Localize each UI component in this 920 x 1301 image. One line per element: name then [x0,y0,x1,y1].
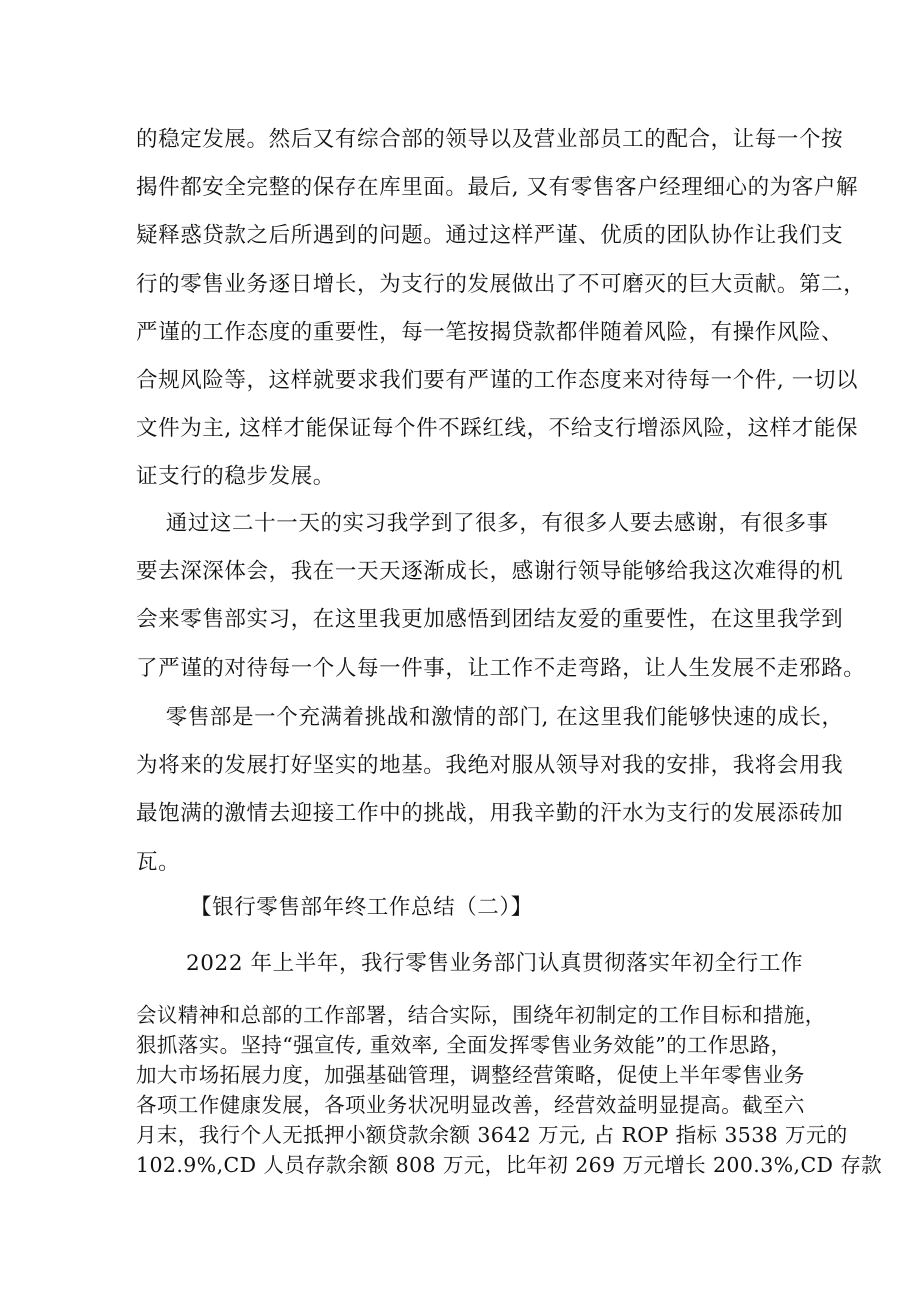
text-line: 的稳定发展。然后又有综合部的领导以及营业部员工的配合，让每一个按 [136,127,844,152]
text-line: 严谨的工作态度的重要性，每一笔按揭贷款都伴随着风险，有操作风险、 [136,319,844,345]
paragraph-retail-department [136,694,844,887]
text-line: 文件为主, 这样才能保证每个件不踩红线，不给支行增添风险，这样才能保 [136,416,859,442]
text-line: 要去深深体会，我在一天天逐渐成长，感谢行领导能够给我这次难得的机 [136,559,844,585]
text-line: 狠抓落实。坚持“强宣传, 重效率, 全面发挥零售业务效能”的工作思路， [136,1033,792,1057]
section-heading: 【银行零售部年终工作总结（二）】 [190,895,533,920]
text-line: 了严谨的对待每一个人每一件事，让工作不走弯路，让人生发展不走邪路。 [136,655,866,681]
text-line: 行的零售业务逐日增长，为支行的发展做出了不可磨灭的巨大贡献。第二， [136,271,866,297]
text-line: 会议精神和总部的工作部署，结合实际，围绕年初制定的工作目标和措施， [136,1003,826,1027]
text-line: 零售部是一个充满着挑战和激情的部门, 在这里我们能够快速的成长， [136,705,844,730]
paragraph-internship-reflection [136,500,866,693]
text-line: 通过这二十一天的实习我学到了很多，有很多人要去感谢，有很多事 [136,511,829,536]
text-line: 证支行的稳步发展。 [136,464,335,490]
text-line: 月末，我行个人无抵押小额贷款余额 3642 万元, 占 ROP 指标 3538 万元的 [136,1123,848,1147]
text-line: 加大市场拓展力度，加强基础管理，调整经营策略，促使上半年零售业务 [136,1063,805,1087]
text-line: 疑释惑贷款之后所遇到的问题。通过这样严谨、优质的团队协作让我们支 [136,223,844,249]
text-line: 瓦。 [136,849,181,875]
paragraph-half-year-summary [136,1000,883,1180]
text-line: 最饱满的激情去迎接工作中的挑战，用我辛勤的汗水为支行的发展添砖加 [136,801,844,827]
summary-lead-line: 2022 年上半年，我行零售业务部门认真贯彻落实年初全行工作 [186,951,804,976]
text-line: 揭件都安全完整的保存在库里面。最后, 又有零售客户经理细心的为客户解 [136,175,859,201]
paragraph-teamwork [136,116,866,502]
text-line: 102.9%,CD 人员存款余额 808 万元，比年初 269 万元增长 200.3%,CD 存款 [136,1153,883,1177]
text-line: 各项工作健康发展，各项业务状况明显改善，经营效益明显提高。截至六 [136,1093,805,1117]
text-line: 会来零售部实习，在这里我更加感悟到团结友爱的重要性，在这里我学到 [136,607,844,633]
text-line: 合规风险等，这样就要求我们要有严谨的工作态度来对待每一个件, 一切以 [136,367,859,393]
text-line: 为将来的发展打好坚实的地基。我绝对服从领导对我的安排，我将会用我 [136,753,844,779]
